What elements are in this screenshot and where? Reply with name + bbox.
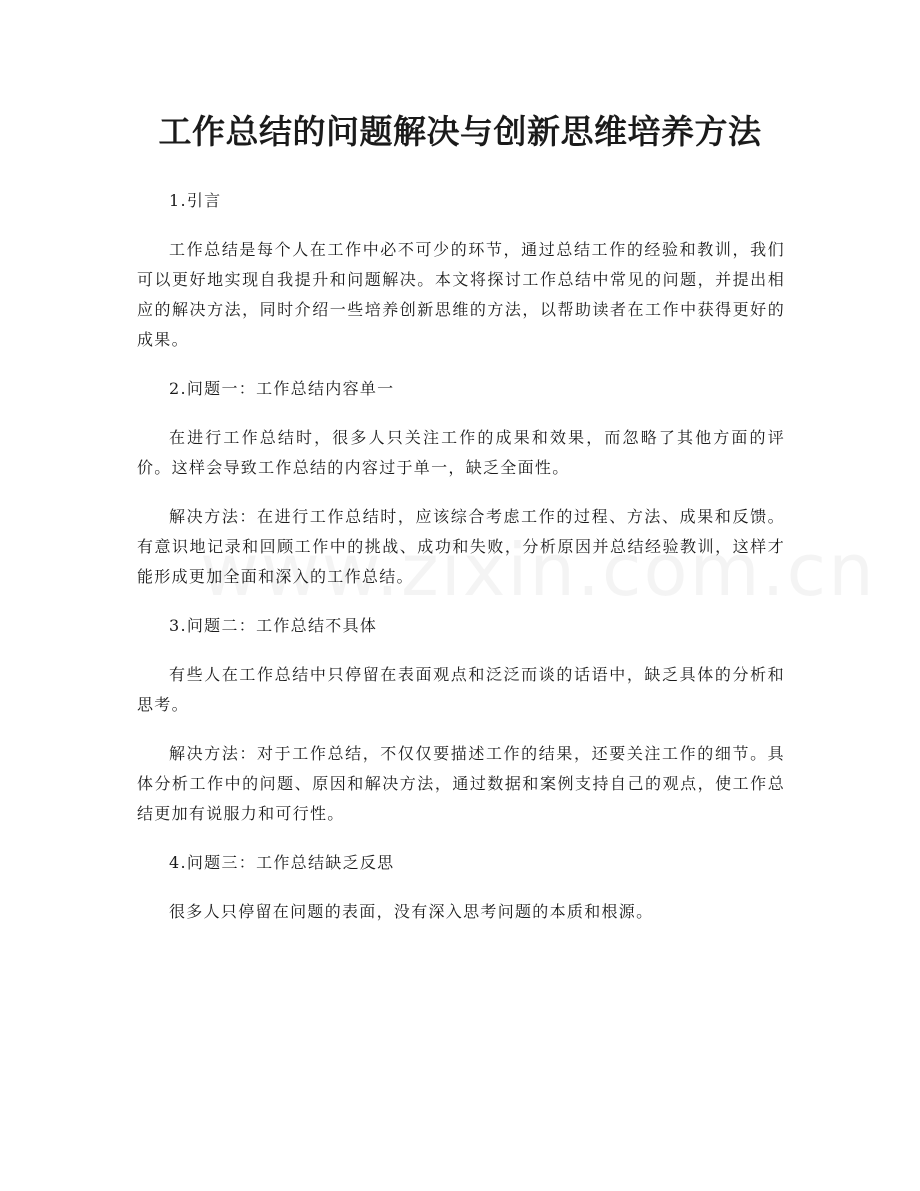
paragraph-intro: 工作总结是每个人在工作中必不可少的环节，通过总结工作的经验和教训，我们可以更好地实现自我提升和问题解决。本文将探讨工作总结中常见的问题，并提出相应的解决方法，同时介绍一些培养创新思维的方法，以帮助读者在工作中获得更好的成果。 — [137, 240, 785, 349]
paragraph-problem-3: 很多人只停留在问题的表面，没有深入思考问题的本质和根源。 — [169, 902, 654, 921]
document-body — [137, 186, 785, 946]
section-heading-problem-2: 3.问题二：工作总结不具体 — [169, 616, 378, 635]
paragraph-solution-2: 解决方法：对于工作总结，不仅仅要描述工作的结果，还要关注工作的细节。具体分析工作中的问题、原因和解决方法，通过数据和案例支持自己的观点，使工作总结更加有说服力和可行性。 — [137, 744, 785, 823]
document-title: 工作总结的问题解决与创新思维培养方法 — [158, 112, 762, 151]
section-heading-problem-1: 2.问题一：工作总结内容单一 — [169, 379, 395, 398]
section-heading-intro: 1.引言 — [169, 191, 222, 210]
section-heading-problem-3: 4.问题三：工作总结缺乏反思 — [169, 853, 395, 872]
paragraph-solution-1: 解决方法：在进行工作总结时，应该综合考虑工作的过程、方法、成果和反馈。有意识地记录和回顾工作中的挑战、成功和失败，分析原因并总结经验教训，这样才能形成更加全面和深入的工作总结。 — [137, 507, 785, 586]
paragraph-problem-1: 在进行工作总结时，很多人只关注工作的成果和效果，而忽略了其他方面的评价。这样会导致工作总结的内容过于单一，缺乏全面性。 — [137, 428, 785, 477]
paragraph-problem-2: 有些人在工作总结中只停留在表面观点和泛泛而谈的话语中，缺乏具体的分析和思考。 — [137, 665, 785, 714]
